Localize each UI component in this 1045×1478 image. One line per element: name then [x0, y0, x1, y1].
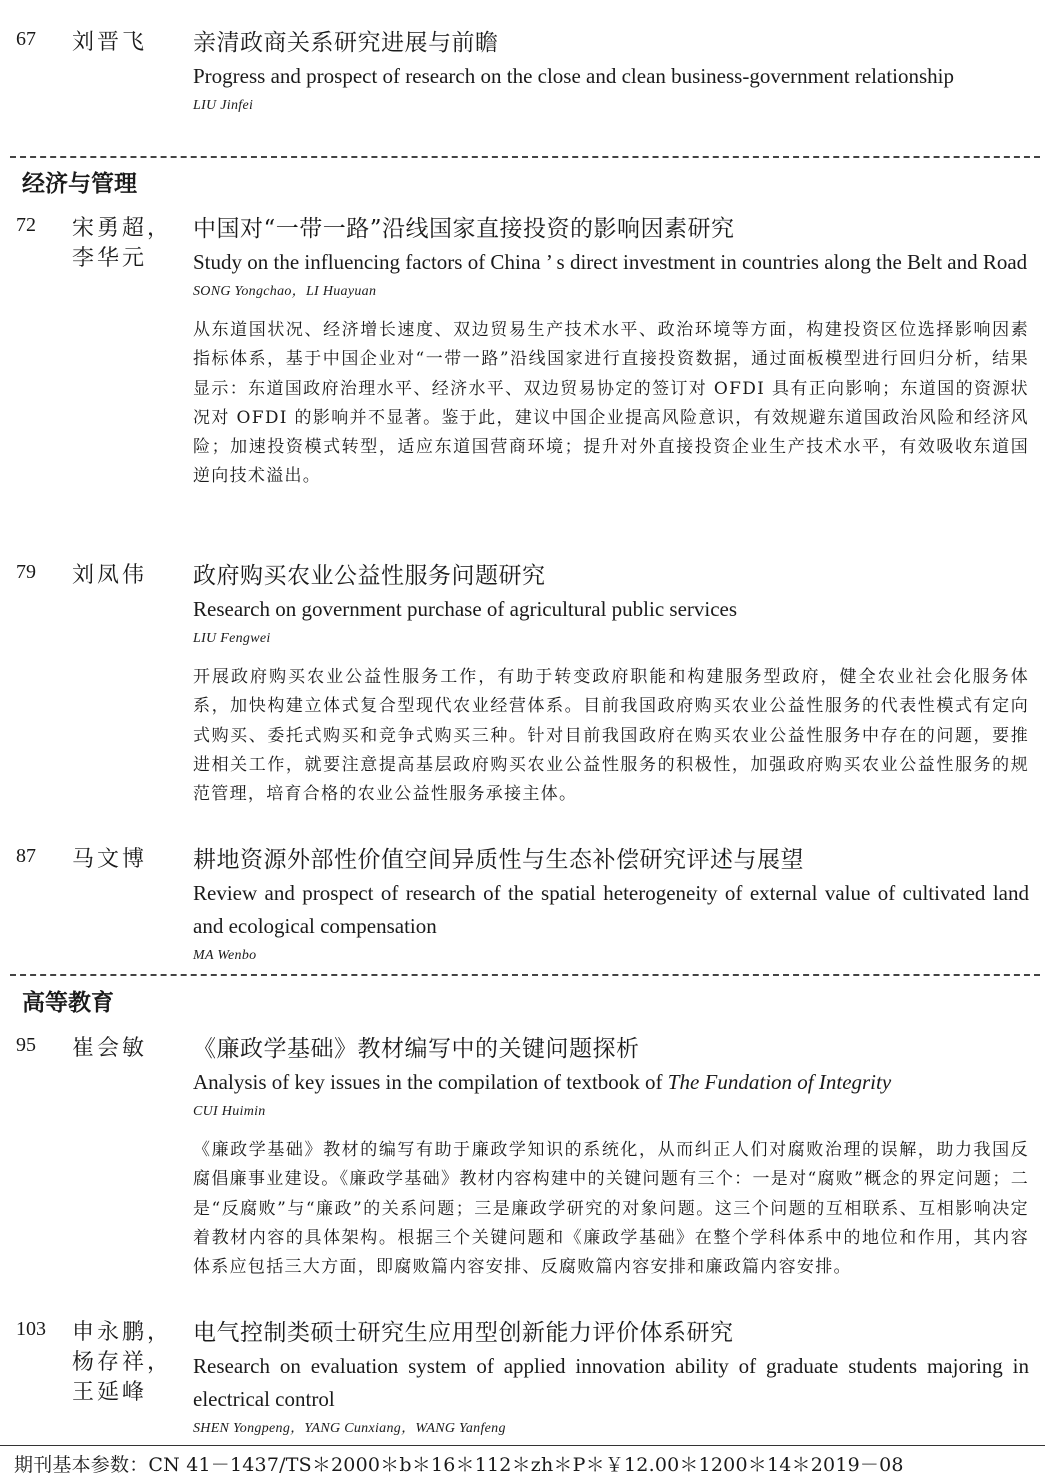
- title-en: Review and prospect of research of the spatial heterogeneity of external value of cultivated land and ecological compensation: [193, 881, 1029, 938]
- page-number: 72: [16, 214, 36, 236]
- page-number: 103: [16, 1318, 46, 1340]
- section-header: 高等教育: [22, 990, 114, 1016]
- author-name: 李华元: [72, 246, 148, 271]
- author-name: 马文博: [72, 847, 148, 872]
- page-number: 67: [16, 28, 36, 50]
- title-zh: 耕地资源外部性价值空间异质性与生态补偿研究评述与展望: [193, 847, 804, 873]
- authors-zh: [72, 28, 147, 58]
- author-name: 申永鹏，: [72, 1320, 173, 1345]
- author-name: 刘晋飞: [72, 30, 148, 55]
- title-en: Progress and prospect of research on the close and clean business-government relationship: [193, 64, 955, 88]
- authors-en: LIU Fengwei: [193, 631, 271, 646]
- authors-zh: [72, 1034, 147, 1064]
- authors-zh: [72, 561, 147, 591]
- authors-en: CUI Huimin: [193, 1104, 266, 1119]
- title-zh: 亲清政商关系研究进展与前瞻: [193, 30, 499, 56]
- footer-rule: [0, 1445, 1045, 1446]
- journal-parameters: 期刊基本参数：CN 41－1437/TS＊2000＊b＊16＊112＊zh＊P＊￥12.00＊1200＊14＊2019－08: [14, 1454, 904, 1476]
- author-name: 宋勇超，: [72, 216, 173, 241]
- section-divider: [10, 974, 1040, 976]
- author-name: 刘凤伟: [72, 563, 148, 588]
- authors-en: SHEN Yongpeng，YANG Cunxiang，WANG Yanfeng: [193, 1421, 506, 1436]
- section-divider: [10, 156, 1040, 158]
- title-en: Research on government purchase of agricultural public services: [193, 597, 738, 621]
- abstract: 开展政府购买农业公益性服务工作，有助于转变政府职能和构建服务型政府，健全农业社会化服务体系，加快构建立体式复合型现代农业经营体系。目前我国政府购买农业公益性服务的代表性模式有定向式购买、委托式购买和竞争式购买三种。针对目前我国政府在购买农业公益性服务中存在的问题，要推进相关工作，就要注意提高基层政府购买农业公益性服务的积极性，加强政府购买农业公益性服务的规范管理，培育合格的农业公益性服务承接主体。: [193, 667, 1029, 805]
- page-number: 79: [16, 561, 36, 583]
- title-en: Study on the influencing factors of China ’ s direct investment in countries along the Belt and Road: [193, 250, 1028, 274]
- page-number: 95: [16, 1034, 36, 1056]
- title-zh: 政府购买农业公益性服务问题研究: [193, 563, 546, 589]
- authors-zh: [72, 845, 147, 875]
- authors-zh: [72, 1318, 172, 1408]
- authors-en: SONG Yongchao，LI Huayuan: [193, 284, 377, 299]
- title-en-book: The Fundation of Integrity: [667, 1070, 892, 1094]
- author-name: 杨存祥，: [72, 1350, 173, 1375]
- title-zh: 中国对“一带一路”沿线国家直接投资的影响因素研究: [193, 216, 735, 242]
- author-name: 王延峰: [72, 1380, 148, 1405]
- title-en: Research on evaluation system of applied innovation ability of graduate students majoring in electrical control: [193, 1354, 1029, 1411]
- author-name: 崔会敏: [72, 1036, 148, 1061]
- title-zh: 电气控制类硕士研究生应用型创新能力评价体系研究: [193, 1320, 734, 1346]
- authors-en: MA Wenbo: [193, 948, 257, 963]
- title-en-prefix: Analysis of key issues in the compilation of textbook of: [193, 1070, 668, 1094]
- abstract: 《廉政学基础》教材的编写有助于廉政学知识的系统化，从而纠正人们对腐败治理的误解，助力我国反腐倡廉事业建设。《廉政学基础》教材内容构建中的关键问题有三个：一是对“腐败”概念的界定问题；二是“反腐败”与“廉政”的关系问题；三是廉政学研究的对象问题。这三个问题的互相联系、互相影响决定着教材内容的具体架构。根据三个关键问题和《廉政学基础》在整个学科体系中的地位和作用，其内容体系应包括三大方面，即腐败篇内容安排、反腐败篇内容安排和廉政篇内容安排。: [193, 1140, 1029, 1278]
- page-number: 87: [16, 845, 36, 867]
- title-zh: 《廉政学基础》教材编写中的关键问题探析: [193, 1036, 640, 1062]
- title-en: [193, 1066, 1029, 1099]
- authors-en: LIU Jinfei: [193, 98, 254, 113]
- section-header: 经济与管理: [22, 171, 137, 197]
- abstract: 从东道国状况、经济增长速度、双边贸易生产技术水平、政治环境等方面，构建投资区位选择影响因素指标体系，基于中国企业对“一带一路”沿线国家进行直接投资数据，通过面板模型进行回归分析，结果显示：东道国政府治理水平、经济水平、双边贸易协定的签订对 OFDI 具有正向影响；东道国的资源状况对 OFDI 的影响并不显著。鉴于此，建议中国企业提高风险意识，有效规避东道国政治风险和经济风险；加速投资模式转型，适应东道国营商环境；提升对外直接投资企业生产技术水平，有效吸收东道国逆向技术溢出。: [193, 320, 1029, 487]
- authors-zh: [72, 214, 172, 274]
